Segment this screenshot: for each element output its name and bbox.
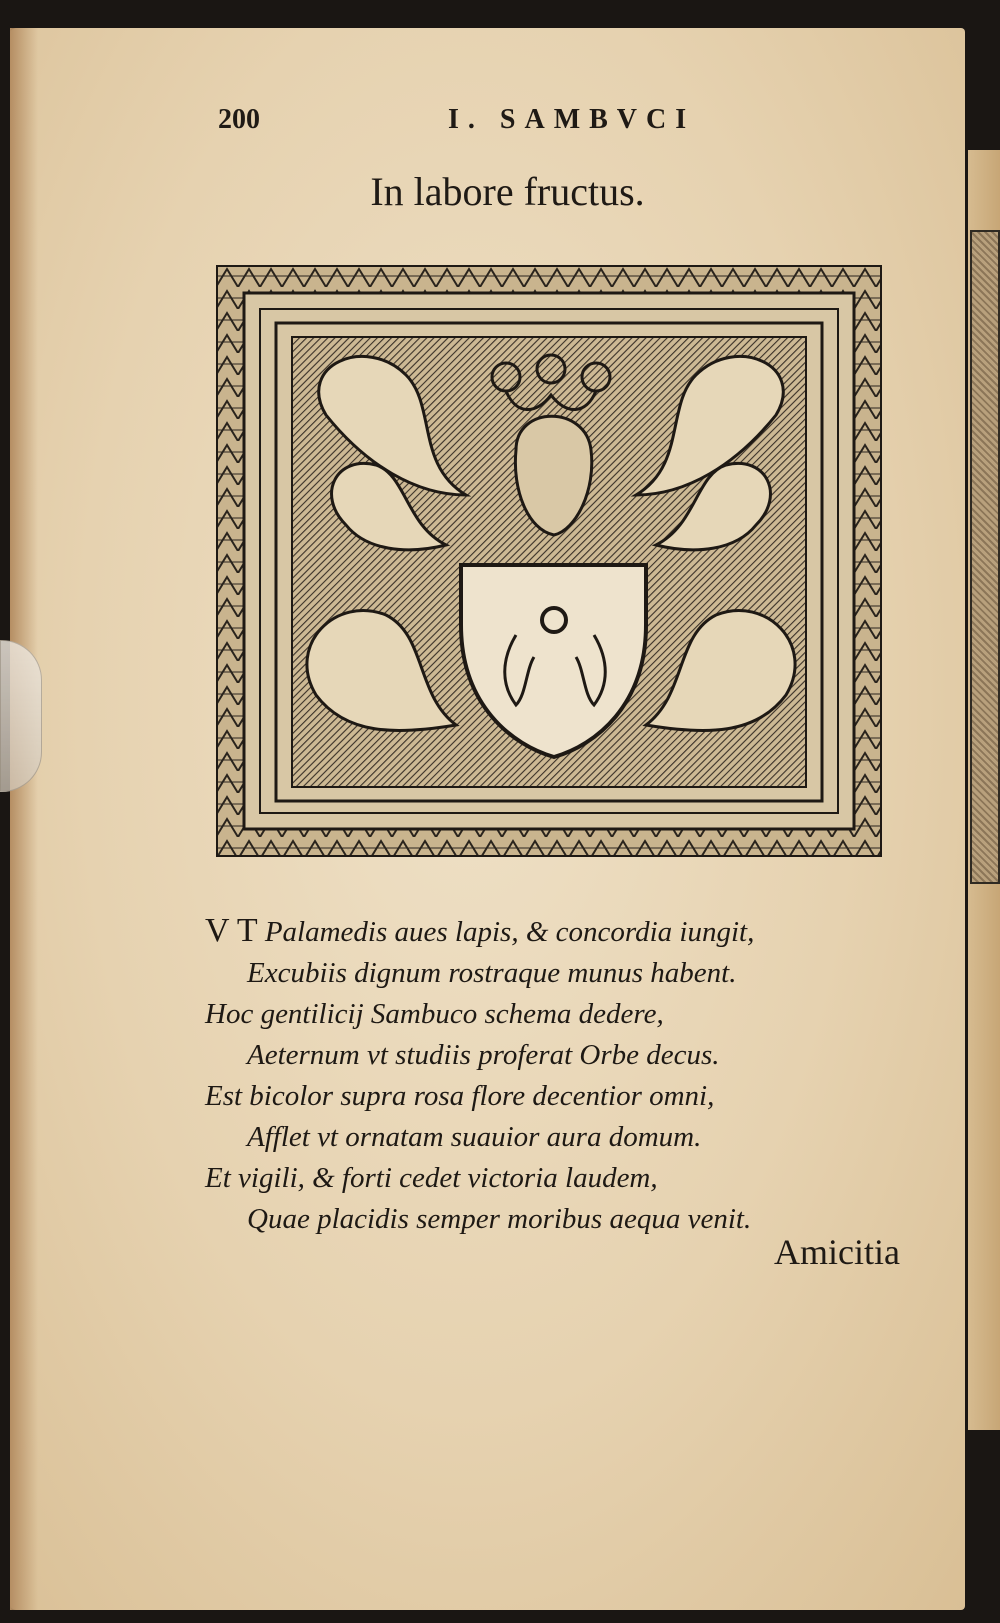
book-page [10, 28, 965, 1610]
book-clip-icon [0, 640, 42, 792]
emblem-verses [205, 910, 845, 1240]
verse-line-1 [205, 910, 845, 953]
verse-line-2: Excubiis dignum rostraque munus habent. [247, 957, 737, 989]
running-head: I. SAMBVCI [448, 104, 696, 135]
coat-of-arms-woodcut-icon [216, 265, 882, 857]
verse-line-5: Est bicolor supra rosa flore decentior omni, [205, 1080, 715, 1112]
catchword: Amicitia [774, 1232, 900, 1272]
verse-text: Palamedis aues lapis, & concordia iungit, [257, 916, 755, 948]
verse-line-8: Quae placidis semper moribus aequa venit. [247, 1203, 752, 1235]
page-header [10, 104, 965, 134]
facing-page-woodcut-icon [970, 230, 1000, 884]
verse-initial: V T [205, 912, 258, 949]
emblem-motto: In labore fructus. [370, 169, 645, 214]
page-number: 200 [218, 104, 260, 135]
verse-line-6: Afflet vt ornatam suauior aura domum. [247, 1121, 702, 1153]
facing-page-edge [968, 150, 1000, 1430]
verse-line-3: Hoc gentilicij Sambuco schema dedere, [205, 998, 664, 1030]
verse-line-7: Et vigili, & forti cedet victoria laudem, [205, 1162, 658, 1194]
verse-line-4: Aeternum vt studiis proferat Orbe decus. [247, 1039, 720, 1071]
